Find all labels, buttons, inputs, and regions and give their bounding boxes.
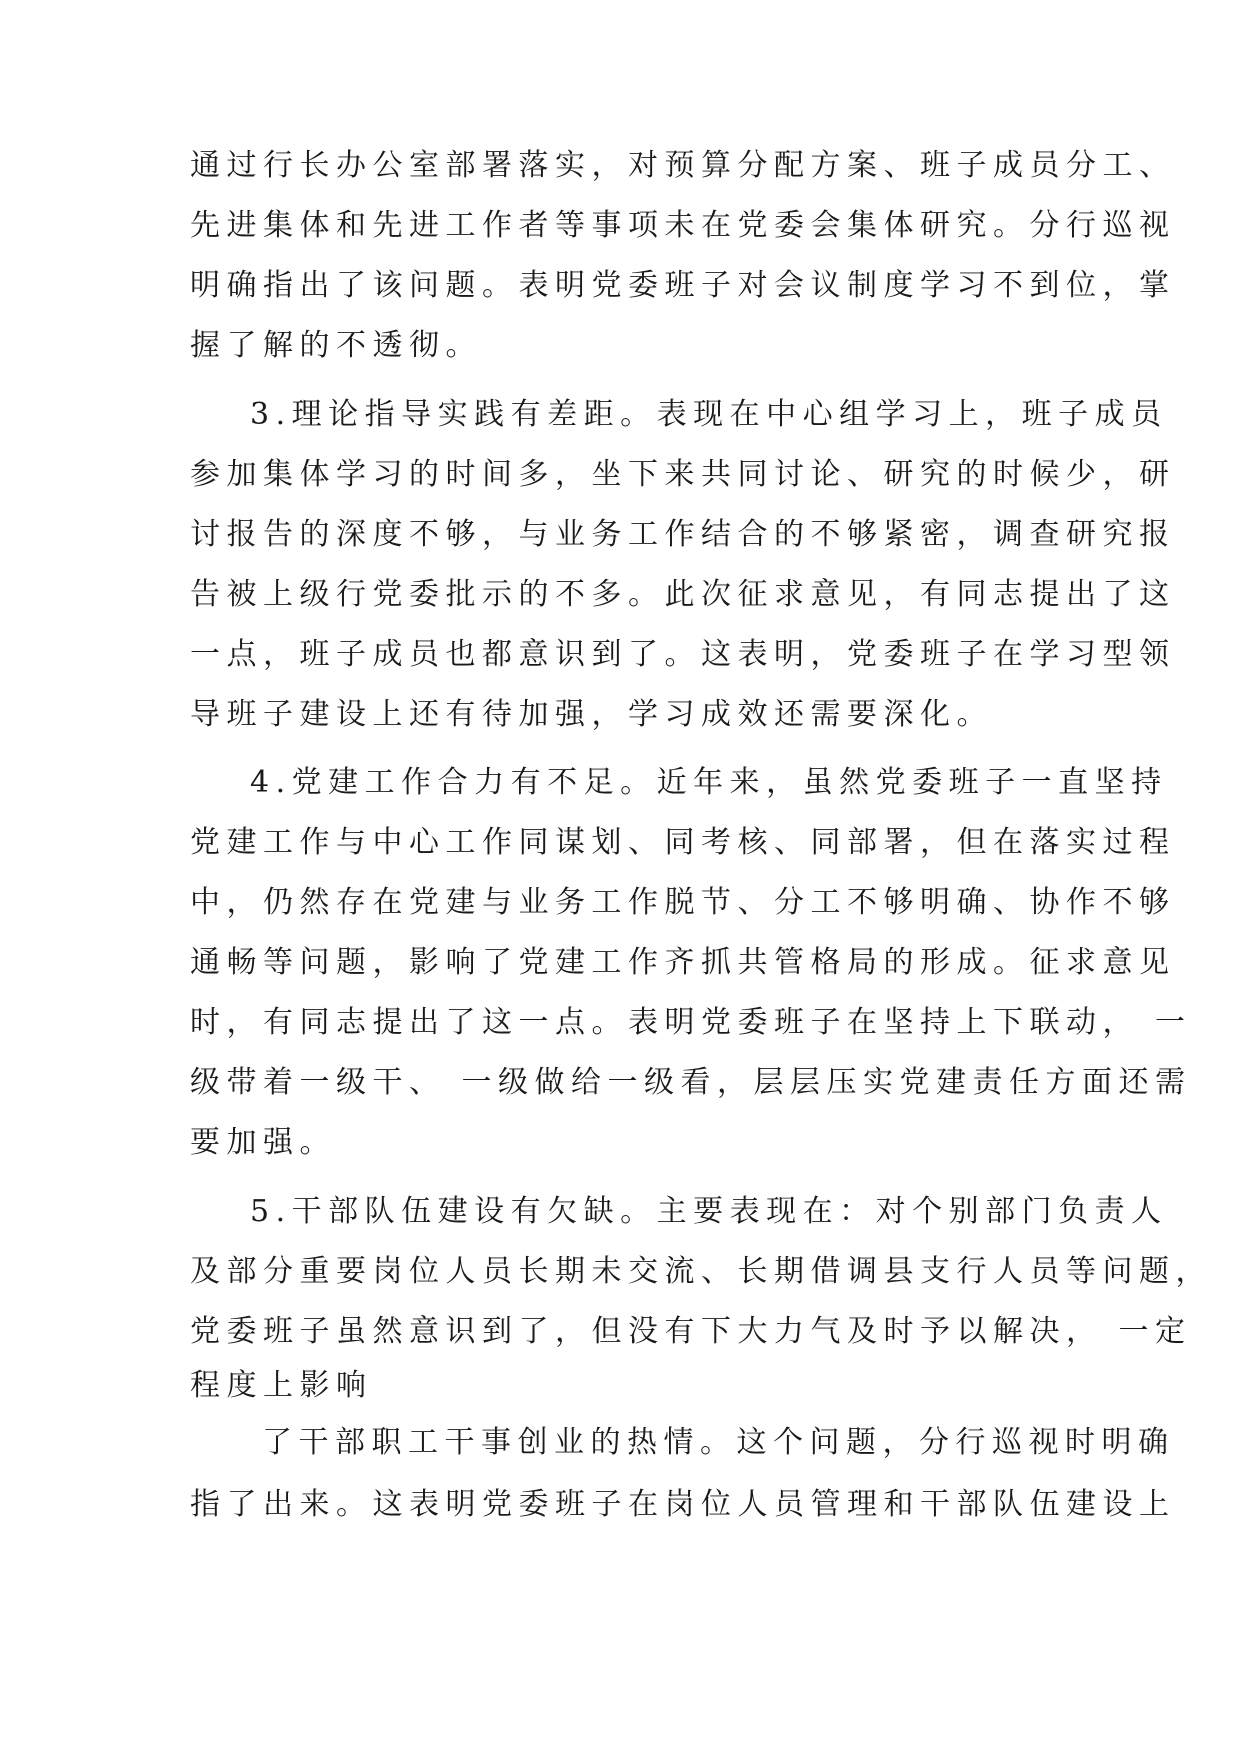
text-line: 通畅等问题，影响了党建工作齐抓共管格局的形成。征求意见 <box>190 945 1176 980</box>
text-line: 先进集体和先进工作者等事项未在党委会集体研究。分行巡视 <box>190 208 1176 243</box>
text-line: 一点，班子成员也都意识到了。这表明，党委班子在学习型领 <box>190 637 1176 672</box>
text-line: 党建工作与中心工作同谋划、同考核、同部署，但在落实过程 <box>190 825 1176 860</box>
text-line: 中，仍然存在党建与业务工作脱节、分工不够明确、协作不够 <box>190 885 1176 920</box>
paragraph-3-heading-line: 3.理论指导实践有差距。表现在中心组学习上，班子成员 <box>250 397 1168 432</box>
text-line: 要加强。 <box>190 1125 336 1160</box>
text-line: 明确指出了该问题。表明党委班子对会议制度学习不到位，掌 <box>190 268 1176 303</box>
text-line: 参加集体学习的时间多，坐下来共同讨论、研究的时候少，研 <box>190 457 1176 492</box>
text-line: 了干部职工干事创业的热情。这个问题，分行巡视时明确 <box>262 1425 1175 1460</box>
text-line: 讨报告的深度不够，与业务工作结合的不够紧密，调查研究报 <box>190 517 1176 552</box>
text-line: 指了出来。这表明党委班子在岗位人员管理和干部队伍建设上 <box>190 1487 1176 1522</box>
text-line: 程度上影响 <box>190 1368 373 1403</box>
text-line: 握了解的不透彻。 <box>190 328 482 363</box>
text-line: 时，有同志提出了这一点。表明党委班子在坚持上下联动， 一 <box>190 1005 1192 1040</box>
text-line: 导班子建设上还有待加强，学习成效还需要深化。 <box>190 697 993 732</box>
text-line: 通过行长办公室部署落实，对预算分配方案、班子成员分工、 <box>190 148 1176 183</box>
text-line: 告被上级行党委批示的不多。此次征求意见，有同志提出了这 <box>190 577 1176 612</box>
paragraph-5-heading-line: 5.干部队伍建设有欠缺。主要表现在：对个别部门负责人 <box>250 1194 1168 1229</box>
paragraph-4-heading-line: 4.党建工作合力有不足。近年来，虽然党委班子一直坚持 <box>250 765 1168 800</box>
text-line: 党委班子虽然意识到了，但没有下大力气及时予以解决， 一定 <box>190 1314 1192 1349</box>
text-line: 及部分重要岗位人员长期未交流、长期借调县支行人员等问题， <box>190 1254 1212 1289</box>
text-line: 级带着一级干、 一级做给一级看，层层压实党建责任方面还需 <box>190 1065 1192 1100</box>
